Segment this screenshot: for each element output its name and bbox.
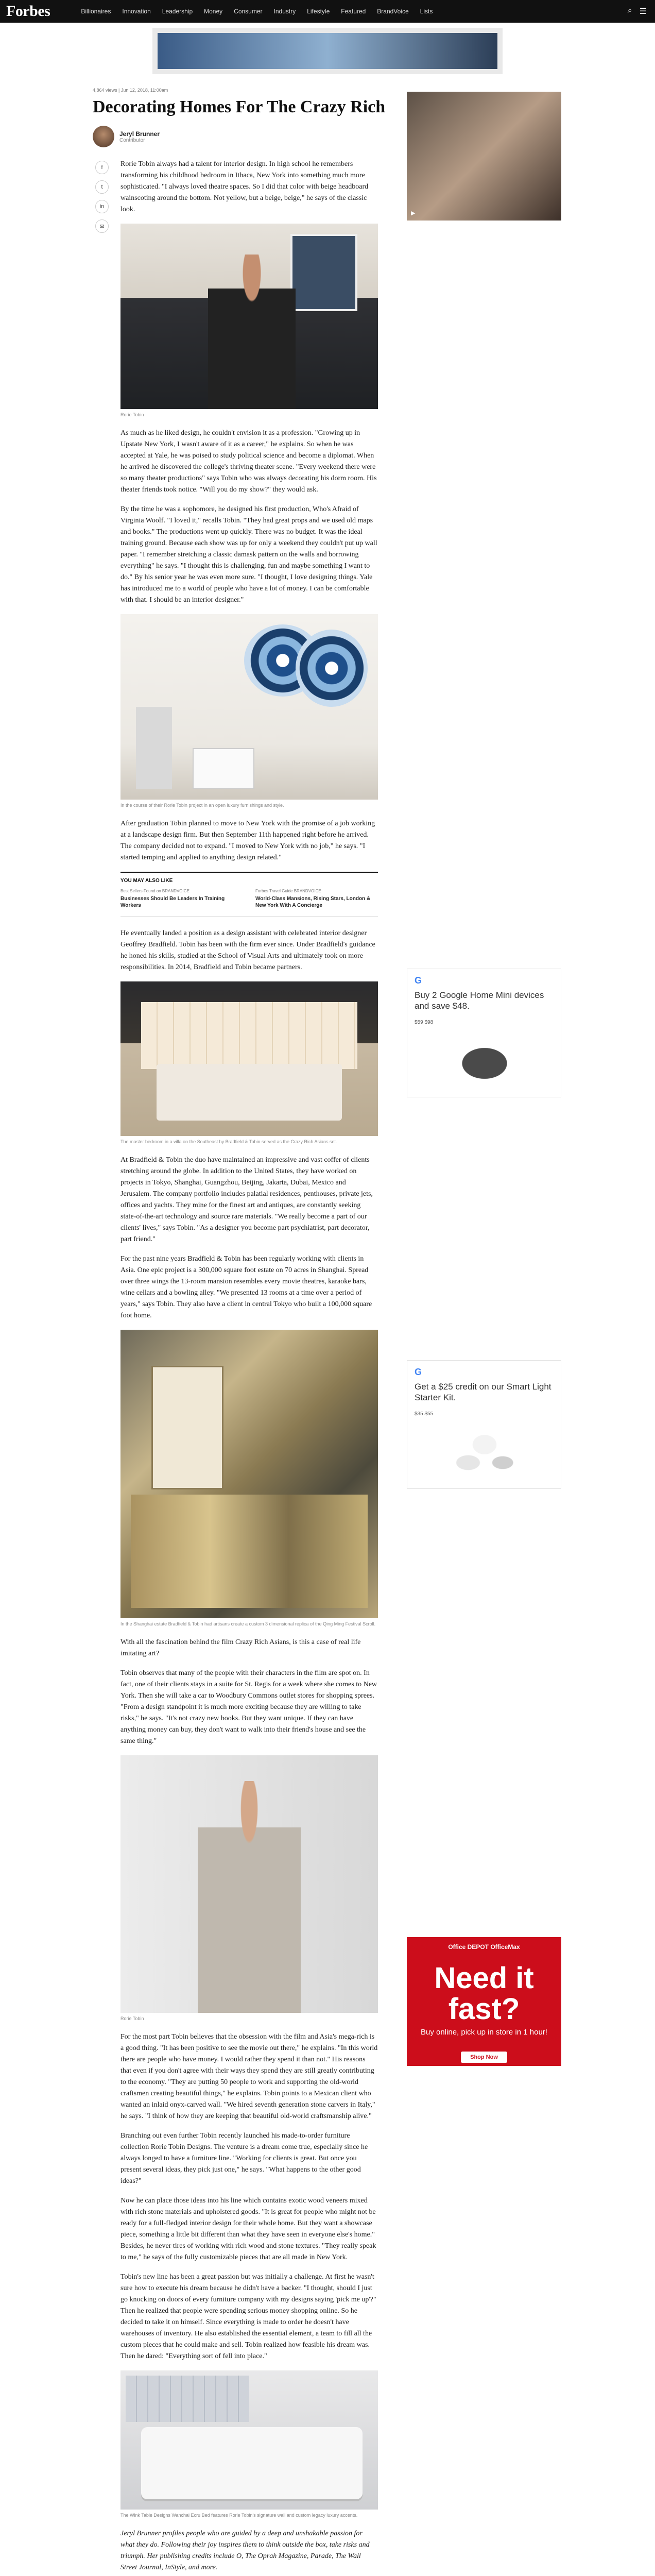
paragraph: He eventually landed a position as a design assistant with celebrated interior designer Geoffrey Bradfield. Tobin has been with the firm ever since. Under Bradfield's guidance he honed his skills, studied at the School of Visual Arts and ultimately took on more responsibilities. In 2014, Bradfield and Tobin became partners. — [120, 929, 375, 971]
office-depot-logo: Office DEPOT OfficeMax — [448, 1943, 520, 1951]
agate-art — [296, 630, 368, 707]
wall-art — [290, 234, 357, 311]
ad-headline[interactable]: Buy 2 Google Home Mini devices and save $48. — [415, 990, 544, 1011]
paragraph: Tobin's new line has been a great passion but was initially a challenge. At first he wasn't sure how to execute his dream because he didn't have a backer. "I thought, should I just go knocking on doors of every furniture company with my designs saying 'pick me up'?" Then he realized that people were spending serious money shopping online. So he decided to take it on himself. Since everything is made to order he doesn't have warehouses of inventory. He also established the essential element, a team to fill all the custom pieces that he could make and sell. Tobin realized how feasible his dream was. Then he dared: "Everything sort of fell into place." — [120, 2273, 376, 2360]
google-logo-icon: G — [415, 1367, 422, 1377]
nav-item-innovation[interactable]: Innovation — [122, 8, 151, 15]
paragraph: After graduation Tobin planned to move to New York with the promise of a job working at a landscape design firm. But then September 11th happened right before he arrived. The company decided not to expand. "I moved to New York with no job," he says. "I started temping and applied to anything design related." — [120, 820, 375, 861]
home-mini-speaker-image — [443, 1035, 526, 1087]
ad-price: $35 $55 — [415, 1411, 434, 1417]
google-logo-icon: G — [415, 975, 422, 986]
also-like-item[interactable] — [255, 888, 378, 909]
also-like-title: YOU MAY ALSO LIKE — [120, 878, 173, 884]
share-bar — [93, 159, 111, 2576]
email-share-icon[interactable]: ✉ — [95, 219, 109, 233]
photo-bed-furniture — [120, 2370, 378, 2510]
author-bio: Jeryl Brunner profiles people who are guided by a deep and unshakable passion for what they do. Following their joy inspires them to think outside the box, take risks and triumph. Her publishing credits include O, The Oprah Magazine, Parade, The Wall Street Journal, InStyle, and more. — [120, 2530, 370, 2571]
article-meta: 4,864 views | Jun 12, 2018, 11:00am — [93, 88, 168, 93]
smart-light-kit-image — [443, 1427, 526, 1478]
forbes-logo[interactable]: Forbes — [6, 3, 50, 20]
byline — [93, 126, 386, 147]
photo-rorie-tobin-portrait — [120, 1755, 378, 2013]
paragraph: Now he can place those ideas into his line which contains exotic wood veneers mixed with rich stone materials and upholstered goods. "It is great for people who might not be ready for a full-fledged interior design for their whole home. But they want a showcase piece, something a little bit different than what they have seen in everyone else's home." Besides, he never tires of working with rich wood and stone textures. "They really speak to me," he says of the fully customizable pieces that are all made in New York. — [120, 2197, 376, 2261]
paragraph: By the time he was a sophomore, he designed his first production, Who's Afraid of Virginia Woolf. "I loved it," recalls Tobin. "They had great props and we used old maps and books." The productions went up quickly. There was no budget. It was the ideal training ground. Because each show was up for only a weekend they couldn't put up wall paper. "I remember stretching a classic damask pattern on the walls and borrowing everything" he says. "I thought this is challenging, fun and maybe something I want to do." By his senior year he was even more sure. "I thought, I love designing things. Yale has introduced me to a world of people who have a lot of money. I can be comfortable with that. I should be an interior designer." — [120, 505, 377, 604]
facebook-share-icon[interactable]: f — [95, 161, 109, 174]
nav-item-money[interactable]: Money — [204, 8, 223, 15]
office-depot-ad-1[interactable] — [407, 1937, 561, 2066]
bed — [141, 2427, 363, 2499]
also-like-headline[interactable]: World-Class Mansions, Rising Stars, London & New York With A Concierge — [255, 896, 371, 908]
panel-wall — [126, 2376, 249, 2422]
menu-icon[interactable]: ☰ — [639, 7, 647, 16]
also-like-kicker: Forbes Travel Guide BRANDVOICE — [255, 889, 321, 893]
paragraph: Branching out even further Tobin recently launched his made-to-order furniture collection Rorie Tobin Designs. The venture is a dream come true, especially since he always longed to have a furniture line. "Working for clients is great. But once you present several ideas, they pick just one," he says. "What happens to the other good ideas?" — [120, 2132, 368, 2185]
search-icon[interactable]: ⌕ — [627, 6, 632, 15]
portrait-figure — [208, 255, 296, 409]
ad-subtext: Buy online, pick up in store in 1 hour! — [421, 2028, 547, 2037]
nav-item-lists[interactable]: Lists — [420, 8, 433, 15]
scroll-panel — [131, 1495, 368, 1608]
photo-rorie-tobin-office — [120, 224, 378, 409]
shop-now-button[interactable]: Shop Now — [461, 2052, 507, 2063]
glass-table — [193, 748, 254, 789]
google-ad-smart-light[interactable] — [407, 1360, 561, 1489]
sculpture — [136, 707, 172, 789]
photo-caption: Rorie Tobin — [120, 412, 144, 417]
video-ad[interactable] — [407, 92, 561, 221]
author-role: Contributor — [119, 137, 145, 143]
photo-shanghai-scroll — [120, 1330, 378, 1618]
also-like-item[interactable] — [120, 888, 243, 909]
photo-caption: In the course of their Rorie Tobin project in an open luxury furnishings and style. — [120, 803, 284, 808]
paragraph: Tobin observes that many of the people with their characters in the film are spot on. In fact, one of their clients stays in a suite for St. Regis for a week where she comes to New York. Then she will take a car to Woodbury Commons outlet stores for shopping sprees. "From a design standpoint it is much more exciting because they are willing to take risks," he says. "It's not crazy new books. But they want unique. If they can have anything money can buy, they don't want to walk into their friend's house and see the same thing." — [120, 1669, 377, 1745]
photo-agate-wall-room — [120, 614, 378, 800]
paragraph: As much as he liked design, he couldn't envision it as a profession. "Growing up in Upstate New York, I wasn't aware of it as a career," he explains. So when he was accepted at Yale, he was poised to study political science and become a diplomat. When he arrived he discovered the college's thriving theater scene. "Every weekend there were so many theater productions" says Tobin who was always decorating his dorm room. His theater friends took notice. "Will you do my show?" they would ask. — [120, 429, 377, 494]
nav-item-lifestyle[interactable]: Lifestyle — [307, 8, 330, 15]
photo-caption: In the Shanghai estate Bradfield & Tobin had artisans create a custom 3 dimensional replica of the Qing Ming Festival Scroll. — [120, 1621, 376, 1626]
portrait-figure — [198, 1781, 301, 2013]
nav-item-industry[interactable]: Industry — [273, 8, 296, 15]
leaderboard-ad[interactable] — [152, 28, 503, 74]
article-body — [120, 159, 378, 2576]
article-title: Decorating Homes For The Crazy Rich — [93, 97, 386, 116]
twitter-share-icon[interactable]: t — [95, 180, 109, 194]
paragraph: For the past nine years Bradfield & Tobin has been regularly working with clients in Asia. One epic project is a 300,000 square foot estate on 70 acres in Shanghai. Spread over three wings the 13-room mansion resembles every movie theatres, karaoke bars, wine cellars and a bowling alley. "We presented 13 rooms at a time over a period of years," says Tobin. They also have a client in central Tokyo who built a 100,000 square foot home. — [120, 1255, 372, 1319]
nav-item-leadership[interactable]: Leadership — [162, 8, 193, 15]
nav-item-featured[interactable]: Featured — [341, 8, 366, 15]
leaderboard-ad-image — [158, 33, 497, 69]
headboard — [141, 1002, 357, 1069]
paragraph: Rorie Tobin always had a talent for interior design. In high school he remembers transforming his childhood bedroom in Ithaca, New York into something much more sophisticated. "I always loved theatre spaces. So I did that color with beige headboard wainscoting around the bottom. Not yellow, but a beige, beige," he says of the classic look. — [120, 160, 369, 213]
top-navigation-bar — [0, 0, 655, 23]
doorway — [151, 1366, 223, 1489]
photo-master-bedroom — [120, 981, 378, 1136]
google-ad-home-mini[interactable] — [407, 969, 561, 1097]
nav-item-brandvoice[interactable]: BrandVoice — [377, 8, 409, 15]
nav-item-consumer[interactable]: Consumer — [234, 8, 263, 15]
photo-caption: Rorie Tobin — [120, 2016, 144, 2021]
photo-caption: The Wink Table Designs Wanchai Ecru Bed features Rorie Tobin's signature wall and custom legacy luxury accents. — [120, 2513, 358, 2518]
article — [93, 88, 386, 2576]
paragraph: At Bradfield & Tobin the duo have maintained an impressive and vast coffer of clients stretching around the globe. In addition to the United States, they have worked on projects in Tokyo, Shanghai, Guangzhou, Beijing, Jakarta, Dubai, Mexico and Jerusalem. The company portfolio includes palatial residences, penthouses, private jets, offices and yachts. They mine for the finest art and antiques, are constantly seeking state-of-the-art technology and source rare materials. "We really become a part of our clients' lives," says Tobin. "As a designer you become part psychiatrist, part decorator, part friend." — [120, 1156, 373, 1243]
author-name[interactable]: Jeryl Brunner — [119, 130, 160, 138]
ad-price: $59 $98 — [415, 1020, 434, 1025]
main-nav — [81, 8, 433, 15]
ad-headline[interactable]: Get a $25 credit on our Smart Light Starter Kit. — [415, 1382, 551, 1402]
also-like-headline[interactable]: Businesses Should Be Leaders In Training Workers — [120, 896, 225, 908]
author-avatar[interactable] — [93, 126, 114, 147]
header-icons — [628, 6, 647, 16]
bed — [157, 1064, 342, 1121]
also-like-kicker: Best Sellers Found on BRANDVOICE — [120, 889, 189, 893]
paragraph: With all the fascination behind the film Crazy Rich Asians, is this a case of real life imitating art? — [120, 1638, 361, 1657]
nav-item-billionaires[interactable]: Billionaires — [81, 8, 111, 15]
paragraph: For the most part Tobin believes that the obsession with the film and Asia's mega-rich is a good thing. "It has been positive to see the movie out there," he explains. "In this world there are people who have money. I would rather they spend it than not." His reasons that even if you don't agree with their ways they spend they are still greatly contributing to the economy. "They are putting 50 people to work and supporting the old-world craftsmen creating beautiful things," he explains. Tobin points to a Mexican client who wanted an inlaid onyx-carved wall. "We hired seventh generation stone carvers in Italy," he says. "I think of how they are keeping that beautiful old-world craftsmanship alive." — [120, 2033, 378, 2120]
photo-caption: The master bedroom in a villa on the Southeast by Bradfield & Tobin served as the Crazy Rich Asians set. — [120, 1139, 337, 1144]
you-may-also-like — [120, 872, 378, 917]
ad-headline: Need it fast? — [434, 1961, 534, 2026]
play-icon[interactable]: ▶ — [411, 210, 416, 216]
linkedin-share-icon[interactable]: in — [95, 200, 109, 213]
